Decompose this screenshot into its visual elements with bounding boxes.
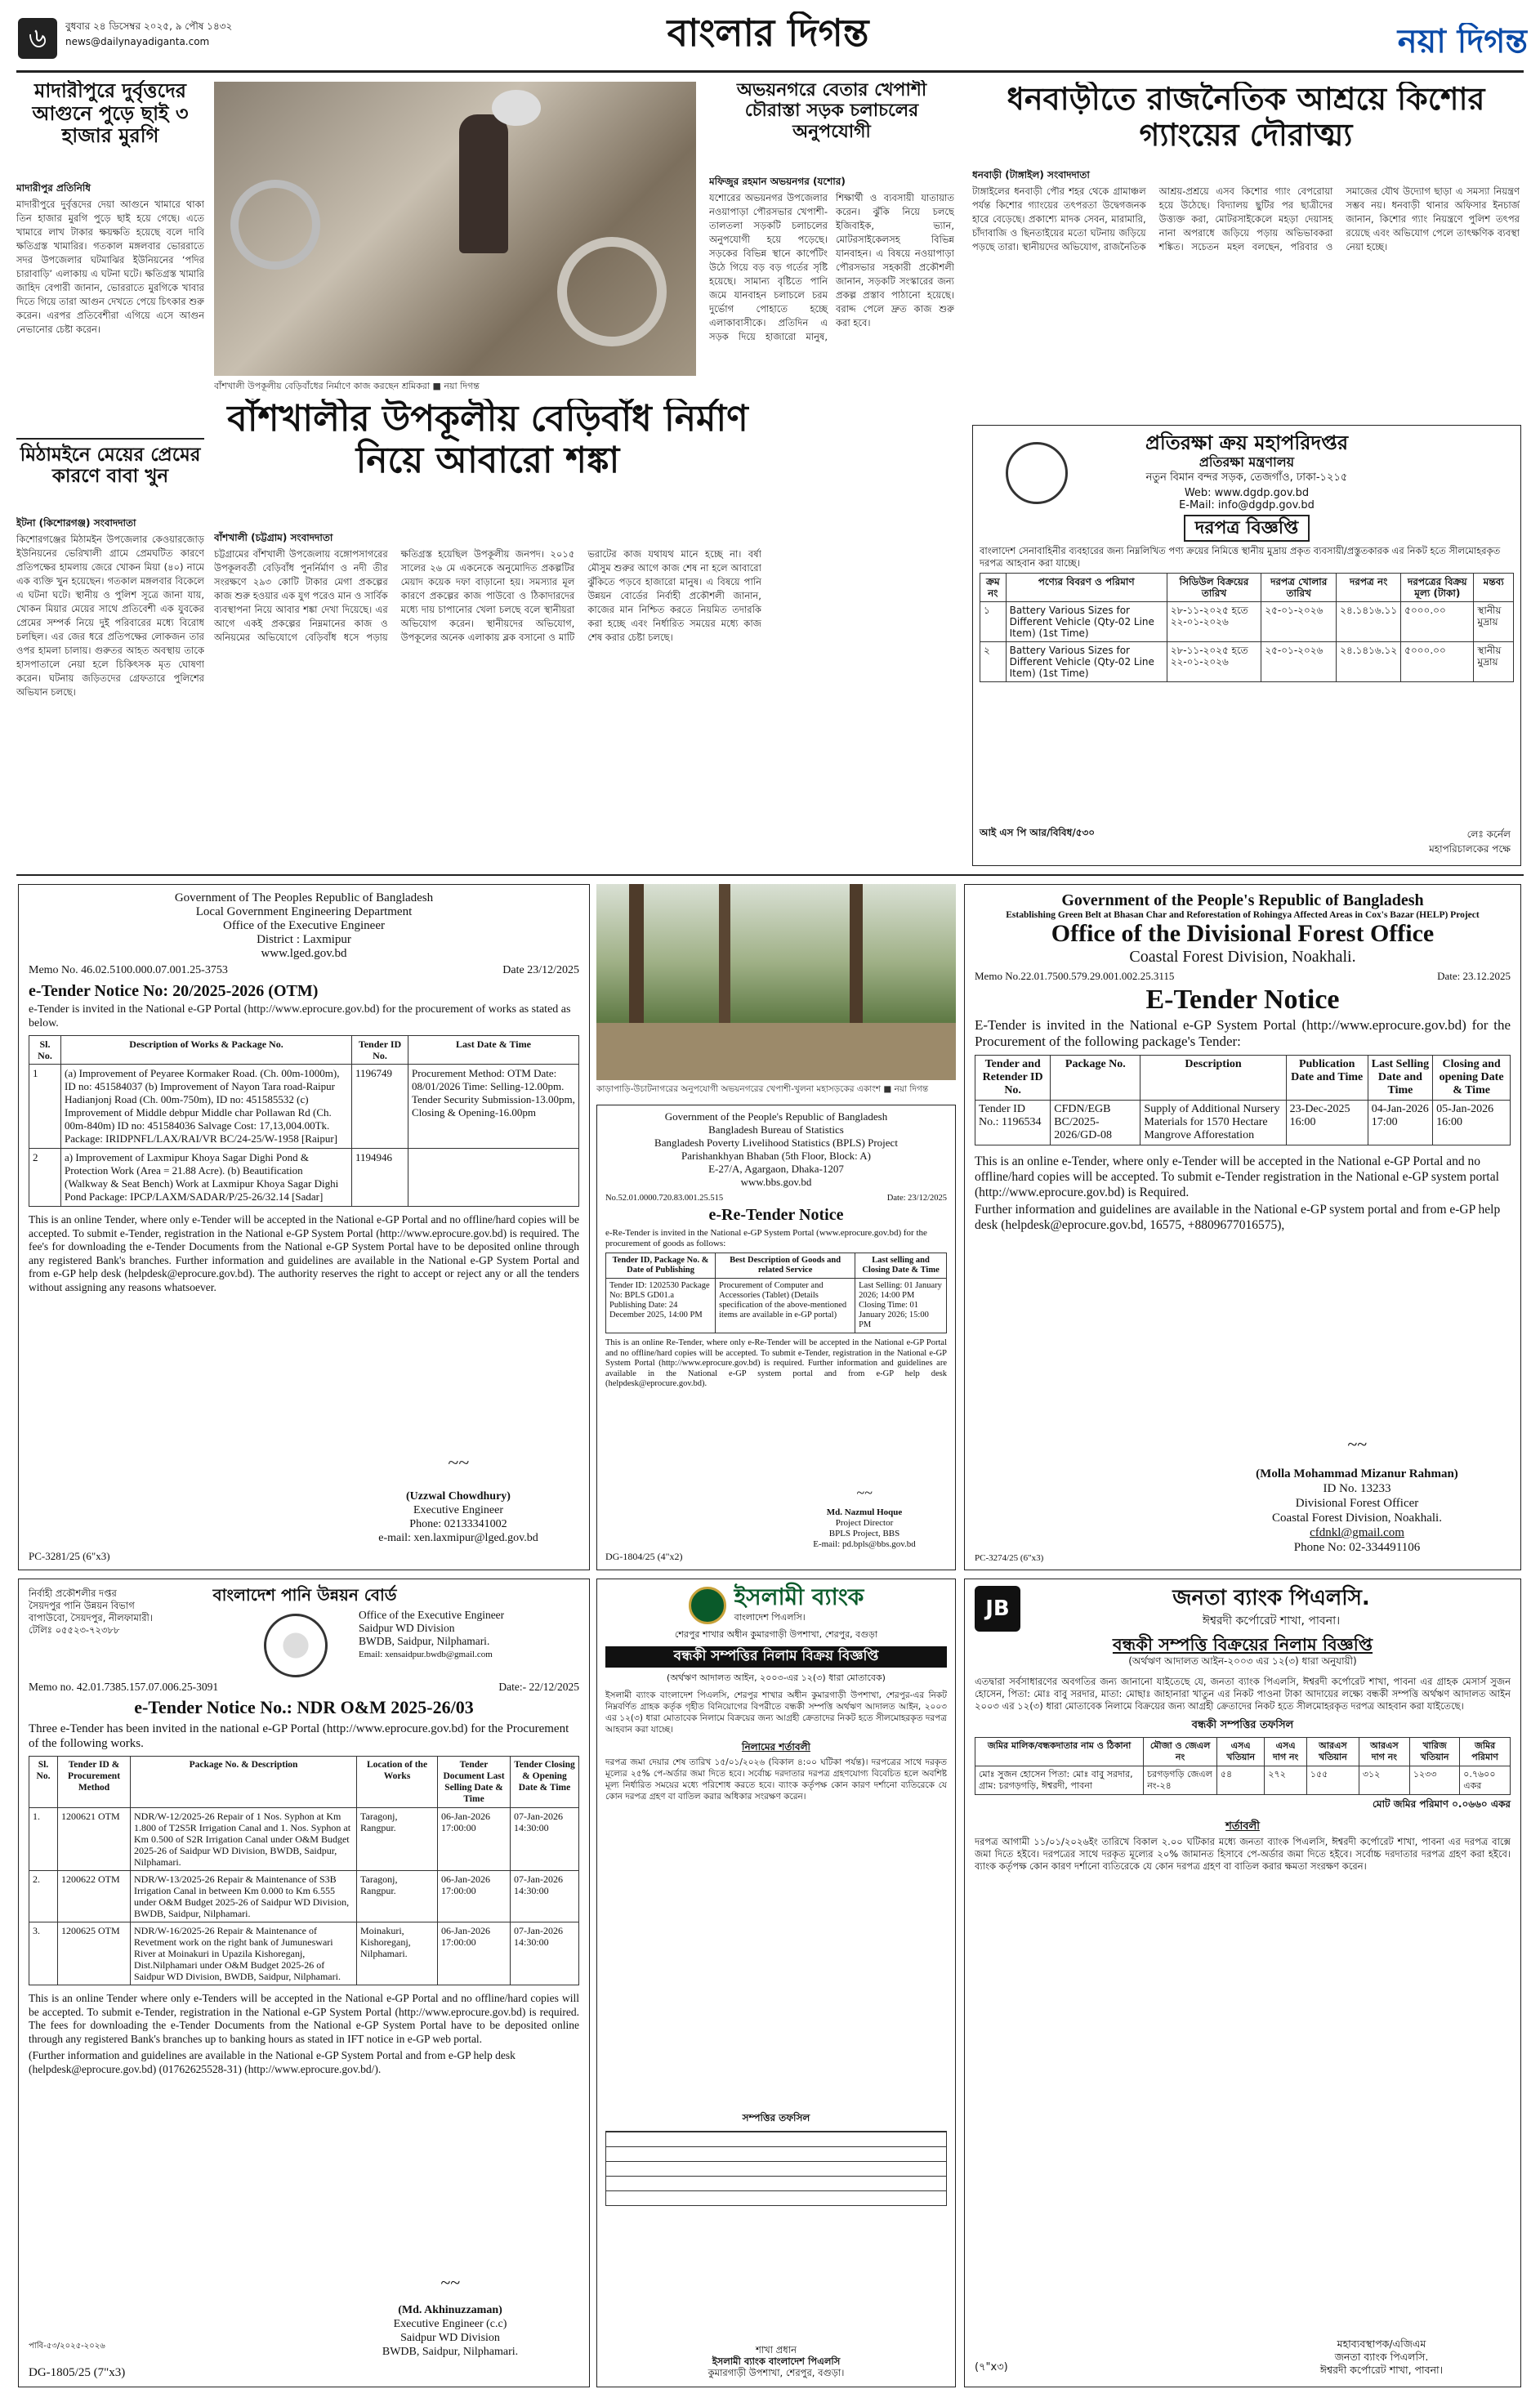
signer: Md. Nazmul Hoque xyxy=(826,1507,903,1517)
signer-designation: Executive Engineer xyxy=(413,1504,503,1516)
table-header: Last Date & Time xyxy=(408,1036,579,1065)
table-cell: ২৮-১১-২০২৫ হতে ২২-০১-২০২৬ xyxy=(1167,602,1261,642)
signature-mark: ~~ xyxy=(448,1453,469,1474)
ad-district: District : Laxmipur xyxy=(257,933,351,946)
table-header: আরএস দাগ নং xyxy=(1359,1738,1409,1766)
schedule-title: বন্ধকী সম্পত্তির তফসিল xyxy=(1191,1719,1294,1732)
story-headline: অভয়নগরে বেতার খেপাশী চৌরাস্তা সড়ক চলাচলের অনুপযোগী xyxy=(736,80,927,142)
section-title: বাংলার দিগন্ত xyxy=(667,11,869,55)
table-cell: Procurement of Computer and Accessories (Tablet) (Details specification of the above-mentioned items are available in e-GP portal) xyxy=(716,1279,855,1333)
ad-email[interactable]: Email: xensaidpur.bwdb@gmail.com xyxy=(359,1650,493,1659)
table-cell: Taragonj, Rangpur. xyxy=(357,1871,438,1922)
signature-mark: ~~ xyxy=(440,2272,460,2293)
bank-name: ইসলামী ব্যাংক xyxy=(734,1583,864,1610)
ad-notice-title: e-Re-Tender Notice xyxy=(708,1206,844,1224)
memo-number: No.52.01.0000.720.83.001.25.515 xyxy=(605,1194,724,1203)
signature-mark: ~~ xyxy=(1347,1434,1367,1454)
signer-bank: ইসলামী ব্যাংক বাংলাদেশ পিএলসি xyxy=(712,2356,841,2367)
table-header: মন্তব্য xyxy=(1474,574,1514,602)
table-cell: 1196749 xyxy=(352,1065,408,1149)
table-cell: ২৪.১৪১৬.১২ xyxy=(1337,642,1401,682)
table-cell: 07-Jan-2026 14:30:00 xyxy=(511,1808,579,1871)
story-photo xyxy=(596,884,956,1080)
table-header: Tender Document Last Selling Date & Time xyxy=(438,1757,511,1808)
ad-intro: E-Tender is invited in the National e-GP System Portal (http://www.eprocure.gov.bd) for the Procurement of the following package's Tender: xyxy=(975,1017,1511,1049)
table-cell: (a) Improvement of Peyaree Kormaker Road. (Ch. 00m-1000m), ID no: 451584037 (b) Improvement of Nayon Tara road-Raipur Hadianjonj Road (Ch. 00m-750m), ID no: 451585532 (c) Improvement of Middle debpur Middle char Pollawan Rd (Ch. 00m-840m) ID no: 451584036 Salvage Cost: 17,13,004.00Tk. Package: IRIDPNFL/LAX/RAI/VR BC/24-25/W-1958 [Raipur] xyxy=(61,1065,352,1149)
table-cell: Moinakuri, Kishoreganj, Nilphamari. xyxy=(357,1922,438,1985)
table-header: আরএস খতিয়ান xyxy=(1306,1738,1359,1766)
ad-board: বাংলাদেশ পানি উন্নয়ন বোর্ড xyxy=(212,1585,397,1605)
signer-office: Saidpur WD Division xyxy=(400,2332,500,2344)
story-byline: ইটনা (কিশোরগঞ্জ) সংবাদদাতা xyxy=(16,517,136,529)
table-cell: 1. xyxy=(29,1808,58,1871)
table-header: Package No. xyxy=(1051,1056,1140,1101)
memo-date: Date: 23/12/2025 xyxy=(886,1194,947,1203)
table-row xyxy=(29,1065,579,1149)
office-line: BWDB, Saidpur, Nilphamari. xyxy=(359,1635,490,1647)
signer-branch: ঈশ্বরদী কর্পোরেট শাখা, পাবনা। xyxy=(1319,2364,1444,2376)
story-body: যশোরের অভয়নগর উপজেলার নওয়াপাড়া পৌরসভার খেপাশী-তালতলা সড়কটি চলাচলের অনুপযোগী হয়ে পড়েছে। সড়কের বিভিন্ন স্থানে কার্পেটিং উঠে গিয়ে বড় বড় গর্তের সৃষ্টি হয়েছে। সামান্য বৃষ্টিতে পানি জমে যানবাহন চলাচলে চরম দুর্ভোগ পোহাতে হচ্ছে এলাকাবাসীকে। প্রতিদিন এ সড়ক দিয়ে হাজারো মানুষ, শিক্ষার্থী ও ব্যবসায়ী যাতায়াত করেন। ঝুঁকি নিয়ে চলছে ইজিবাইক, ভ্যান, মোটরসাইকেলসহ বিভিন্ন যানবাহন। এ বিষয়ে নওয়াপাড়া পৌরসভার সহকারী প্রকৌশলী জানান, সড়কটি সংস্কারের জন্য প্রকল্প প্রস্তাব পাঠানো হয়েছে। বরাদ্দ পেলে দ্রুত কাজ শুরু করা হবে। xyxy=(709,192,954,342)
table-cell: NDR/W-12/2025-26 Repair of 1 Nos. Syphon at Km 1.800 of T2S5R Irrigation Canal and 1. Nos. Syphon at Km 0.500 of S2R Irrigation Canal under O&M Budget 2025-26 of Saidpur WD Division, BWDB, Saidpur, Nilphamari. xyxy=(131,1808,357,1871)
table-cell: NDR/W-13/2025-26 Repair & Maintenance of S3B Irrigation Canal in between Km 0.000 to Km 6.555 under O&M Budget 2025-26 of Saidpur WD Division, BWDB, Saidpur, Nilphamari. xyxy=(131,1871,357,1922)
ad-forest xyxy=(964,884,1521,1570)
memo-number: Memo No.22.01.7500.579.29.001.002.25.3115 xyxy=(975,970,1175,982)
ad-ref: PC-3274/25 (6"x3) xyxy=(975,1553,1044,1563)
table-cell: ৫০০০.০০ xyxy=(1401,642,1474,682)
ad-web[interactable]: Web: www.dgdp.gov.bd xyxy=(1184,486,1310,499)
ad-office: Office of the Divisional Forest Office xyxy=(1051,920,1435,947)
signature-mark: ~~ xyxy=(856,1485,873,1501)
ad-lged xyxy=(18,884,590,1570)
ad-intro: e-Tender is invited in the National e-GP Portal (http://www.eprocure.gov.bd) for the procurement of works as stated as below. xyxy=(29,1003,571,1029)
total-land: মোট জমির পরিমাণ ০.০৬৬০ একর xyxy=(1373,1798,1511,1811)
bank-subtitle: বাংলাদেশ পিএলসি। xyxy=(734,1612,806,1623)
story-headline: মিঠামইনে মেয়ের প্রেমের কারণে বাবা খুন xyxy=(16,438,204,488)
story-body: কিশোরগঞ্জের মিঠামইন উপজেলার কেওয়ারজোড় ইউনিয়নের ভেরিখালী গ্রামে প্রেমঘটিত কারণে প্রতিপক্ষের হামলায় জেরে খোকন মিয়া (৪০) নামে এক ব্যক্তি খুন হয়েছেন। গতকাল মঙ্গলবার বিকেলে এ ঘটনা ঘটে। স্থানীয় ও পুলিশ সূত্রে জানা যায়, খোকন মিয়ার মেয়ের সাথে প্রতিবেশী এক যুবকের প্রেমের সম্পর্ক নিয়ে দুই পরিবারের মধ্যে বিরোধ চলছিল। এর জের ধরে প্রতিপক্ষের লোকজন তার ওপর হামলা চালায়। গুরুতর আহত অবস্থায় তাকে হাসপাতালে নেয়া হলে চিকিৎসক মৃত ঘোষণা করেন। ঘটনায় জড়িতদের গ্রেফতারে পুলিশের অভিযান চলছে। xyxy=(16,534,204,698)
ad-notice-title: বন্ধকী সম্পত্তির নিলাম বিক্রয় বিজ্ঞপ্তি xyxy=(605,1646,947,1668)
ad-project: Bangladesh Poverty Livelihood Statistics (BPLS) Project xyxy=(654,1136,898,1149)
ad-ref: DG-1804/25 (4"x2) xyxy=(605,1551,683,1562)
table-row xyxy=(29,1808,579,1871)
table-cell: ২৭২ xyxy=(1265,1766,1306,1795)
table-cell: 1200625 OTM xyxy=(58,1922,131,1985)
table-cell: ১ xyxy=(980,602,1007,642)
terms-title: নিলামের শর্তাবলী xyxy=(742,1740,810,1753)
masthead-logo: নয়া দিগন্ত xyxy=(1397,23,1528,60)
office-line: টেলিঃ ০৫৫২৩-৭২৩৮৮ xyxy=(29,1624,120,1636)
table-row xyxy=(29,1871,579,1922)
property-table xyxy=(975,1737,1511,1795)
table-cell: a) Improvement of Laxmipur Khoya Sagar Dighi Pond & Protection Work (Area = 21.88 Acre). (b) Beautification (Walkway & Seat Bench) Work at Laxmipur Khoya Sagar Dighi Pond Package: IPCP/LAXM/SADAR/P/25-26/32.14 [Sadar] xyxy=(61,1149,352,1207)
office-line: নির্বাহী প্রকৌশলীর দপ্তর xyxy=(29,1588,117,1599)
table-header: Closing and opening Date & Time xyxy=(1433,1056,1511,1101)
table-cell: Battery Various Sizes for Different Vehicle (Qty-02 Line Item) (1st Time) xyxy=(1006,602,1167,642)
ad-footer: This is an online Tender where only e-Tenders will be accepted in the National e-GP Portal and no offline/hard copies will be accepted. To submit e-Tender, registration in the National e-GP System Portal (http://www.eprocure.gov.bd) is required. The fees for downloading the e-Tender Documents from the National e-GP System Portal have to be deposited online through any registered Bank's branches up to banking hours as stated in IFT notice in e-GP web portal. xyxy=(29,1992,579,2045)
table-header: খারিজ খতিয়ান xyxy=(1409,1738,1459,1766)
ad-address: E-27/A, Agargaon, Dhaka-1207 xyxy=(708,1163,844,1175)
bwdb-logo-icon xyxy=(264,1614,328,1677)
ad-ref: DG-1805/25 (7"x3) xyxy=(29,2366,126,2379)
emblem-icon xyxy=(1006,442,1068,504)
table-cell xyxy=(408,1149,579,1207)
signer-phone: Phone: 02133341002 xyxy=(409,1518,507,1530)
table-cell: ০.৭৬০০ একর xyxy=(1460,1766,1511,1795)
table-header: Sl. No. xyxy=(29,1036,61,1065)
story-headline: মাদারীপুরে দুর্বৃত্তদের আগুনে পুড়ে ছাই ৩ হাজার মুরগি xyxy=(32,80,189,148)
table-cell: ২৫-০১-২০২৬ xyxy=(1261,642,1337,682)
signer: লেঃ কর্নেল xyxy=(1466,828,1511,840)
ad-intro: Three e-Tender has been invited in the national e-GP Portal (http://www.eprocure.gov.bd) for the Procurement of the following works. xyxy=(29,1722,569,1750)
table-cell: 2. xyxy=(29,1871,58,1922)
ad-bureau: Bangladesh Bureau of Statistics xyxy=(708,1123,844,1136)
ad-footer: Further information and guidelines are available in the National e-GP system portal and from e-GP help desk (helpdesk@eprocure.gov.bd, 16575, +8809677016575), xyxy=(975,1203,1501,1232)
table-cell: 1194946 xyxy=(352,1149,408,1207)
table-header: জমির মালিক/বন্ধকদাতার নাম ও ঠিকানা xyxy=(975,1738,1144,1766)
schedule-table-placeholder xyxy=(605,2131,947,2206)
story-body: মাদারীপুরে দুর্বৃত্তদের দেয়া আগুনে খামারে থাকা তিন হাজার মুরগি পুড়ে ছাই হয়ে গেছে। এতে খামারে লাখ টাকার ক্ষয়ক্ষতি হয়েছে বলে দাবি ক্ষতিগ্রস্ত খামারির। গতকাল মঙ্গলবার ভোররাতে সদর উপজেলার ঘটমাঝির ইউনিয়নের ‘পদির চারাবাড়ি’ এলাকায় এ ঘটনা ঘটে। ক্ষতিগ্রস্ত খামারি জাহিদ বেপারী জানান, ভোররাতে মুরগিকে খাবার দিতে গিয়ে তারা আগুন দেখতে পেয়ে চিৎকার শুরু করেন। এরপর প্রতিবেশীরা এগিয়ে এসে আগুন নেভানোর চেষ্টা করেন। xyxy=(16,199,204,335)
ad-ref: (৭"x৩) xyxy=(975,2361,1008,2373)
ad-intro: e-Re-Tender is invited in the National e-GP System Portal (www.eprocure.gov.bd) for the procurement of goods as follows: xyxy=(605,1228,927,1248)
table-cell: 1200622 OTM xyxy=(58,1871,131,1922)
signer: মহাব্যবস্থাপক/এজিএম xyxy=(1337,2338,1426,2350)
bank-logo-icon: JB xyxy=(975,1586,1020,1632)
signer-phone: Phone No: 02-334491106 xyxy=(1293,1541,1421,1554)
signer-office: মহাপরিচালকের পক্ষে xyxy=(1429,843,1511,855)
ad-web[interactable]: www.lged.gov.bd xyxy=(261,947,347,960)
ad-bwdb xyxy=(18,1579,590,2387)
ad-footer: (Further information and guidelines are available in the National e-GP System Portal and from e-GP help desk (helpdesk@eprocure.gov.bd) (01762625528-31) (http://www.eprocure.gov.bd/). xyxy=(29,2049,516,2075)
ad-office: Office of the Executive Engineer xyxy=(223,919,385,932)
ad-dept: Local Government Engineering Department xyxy=(195,905,413,918)
table-header: Package No. & Description xyxy=(131,1757,357,1808)
table-cell: 06-Jan-2026 17:00:00 xyxy=(438,1922,511,1985)
signer: (Md. Akhinuzzaman) xyxy=(398,2304,502,2316)
signer-branch: কুমারগাড়ী উপশাখা, শেরপুর, বগুড়া। xyxy=(708,2367,845,2378)
ad-notice-title: e-Tender Notice No: 20/2025-2026 (OTM) xyxy=(29,982,319,1000)
table-header: Tender ID & Procurement Method xyxy=(58,1757,131,1808)
table-header: Publication Date and Time xyxy=(1286,1056,1368,1101)
table-header: Location of the Works xyxy=(357,1757,438,1808)
ad-project: Establishing Green Belt at Bhasan Char and Reforestation of Rohingya Affected Areas in Cox's Bazar (HELP) Project xyxy=(1006,910,1480,920)
table-row xyxy=(29,1922,579,1985)
ad-gov: Government of The Peoples Republic of Bangladesh xyxy=(174,891,434,904)
story-headline: ধনবাড়ীতে রাজনৈতিক আশ্রয়ে কিশোর গ্যাংয়ের দৌরাত্ম্য xyxy=(1007,82,1485,153)
table-cell: 2 xyxy=(29,1149,61,1207)
table-header: এসএ দাগ নং xyxy=(1265,1738,1306,1766)
table-cell: 1200621 OTM xyxy=(58,1808,131,1871)
ad-notice-title: দরপত্র বিজ্ঞপ্তি xyxy=(1184,515,1310,542)
table-row xyxy=(975,1101,1511,1145)
ad-law: (অর্থঋণ আদালত আইন, ২০০৩-এর ১২(৩) ধারা মোতাবেক) xyxy=(667,1672,886,1683)
ad-ministry: প্রতিরক্ষা মন্ত্রণালয় xyxy=(1199,453,1295,470)
table-header: দরপত্র নং xyxy=(1337,574,1401,602)
table-header: Best Description of Goods and related Service xyxy=(716,1253,855,1279)
table-cell: 06-Jan-2026 17:00:00 xyxy=(438,1871,511,1922)
signer-bank: জনতা ব্যাংক পিএলসি. xyxy=(1334,2351,1429,2363)
office-line: Saidpur WD Division xyxy=(359,1622,455,1634)
memo-date: Date:- 22/12/2025 xyxy=(498,1681,579,1693)
memo-date: Date 23/12/2025 xyxy=(502,964,579,976)
table-header: পণ্যের বিবরণ ও পরিমাণ xyxy=(1006,574,1167,602)
signer: (Molla Mohammad Mizanur Rahman) xyxy=(1256,1467,1458,1480)
table-header: দরপত্রের বিক্রয় মূল্য (টাকা) xyxy=(1401,574,1474,602)
tender-table xyxy=(605,1253,947,1333)
table-cell: CFDN/EGB BC/2025-2026/GD-08 xyxy=(1051,1101,1140,1145)
signer-id: ID No. 13233 xyxy=(1323,1482,1391,1495)
office-line: Office of the Executive Engineer xyxy=(359,1609,505,1621)
signer-designation: Divisional Forest Officer xyxy=(1295,1497,1419,1510)
ad-dgdp xyxy=(972,425,1521,866)
ad-footer: This is an online Re-Tender, where only e-Re-Tender will be accepted in the National e-GP Portal and no offline/hard copies will be accepted. To submit e-Tender, registration in the National e-GP System Portal (http://www.eprocure.gov.bd) is required. Further information and guidelines are available in the National e-GP system portal and from e-GP help desk (helpdesk@eprocure.gov.bd). xyxy=(605,1338,947,1388)
table-cell: Tender ID: 1202530 Package No: BPLS GD01.a Publishing Date: 24 December 2025, 14:00 PM xyxy=(606,1279,716,1333)
table-cell: স্থানীয় মুদ্রায় xyxy=(1474,602,1514,642)
table-cell: Taragonj, Rangpur. xyxy=(357,1808,438,1871)
table-header: এসএ খতিয়ান xyxy=(1216,1738,1264,1766)
lead-headline: বাঁশখালীর উপকূলীয় বেড়িবাঁধ নির্মাণ নিয়ে আবারো শঙ্কা xyxy=(227,399,748,481)
signer-office: BPLS Project, BBS xyxy=(828,1529,900,1538)
story-byline: মাদারীপুর প্রতিনিধি xyxy=(16,182,92,194)
date-line: বুধবার ২৪ ডিসেম্বর ২০২৫, ৯ পৌষ ১৪৩২ xyxy=(65,20,233,32)
signer-designation: Executive Engineer (c.c) xyxy=(393,2318,507,2330)
table-cell: Procurement Method: OTM Date: 08/01/2026 Time: Selling-12.00pm. Tender Security Submission-13.00pm, Closing & Opening-16.00pm xyxy=(408,1065,579,1149)
story-byline: ধনবাড়ী (টাঙ্গাইল) সংবাদদাতা xyxy=(972,169,1090,181)
ad-footer: This is an online e-Tender, where only e-Tender will be accepted in the National e-GP Portal and no offline/hard copies will be accepted. To submit e-Tender registration in the National e-GP system portal (http://www.eprocure.gov.bd) is Required. xyxy=(975,1154,1499,1199)
ad-islami-bank xyxy=(596,1579,956,2387)
ad-notice-title: e-Tender Notice No.: NDR O&M 2025-26/03 xyxy=(134,1697,474,1717)
table-cell: 3. xyxy=(29,1922,58,1985)
table-header: Tender ID No. xyxy=(352,1036,408,1065)
signer-email[interactable]: cfdnkl@gmail.com xyxy=(1310,1526,1404,1539)
ad-bbs xyxy=(596,1105,956,1570)
ad-intro: এতদ্বারা সর্বসাধারণের অবগতির জন্য জানানো যাইতেছে যে, জনতা ব্যাংক পিএলসি, ঈশ্বরদী কর্পোরেট শাখা, পাবনা এর গ্রাহক মেসার্স সুজন হোসেন, পিতা: মোঃ বাবু সরদার, মাতা: মোছাঃ জাহানারা খাতুন এর নিকট পাওনা টাকা আদায়ের লক্ষ্যে বন্ধকী সম্পত্তি অর্থঋণ আদালত আইন ২০০৩ এর ১২(৩) ধারা মোতাবেক নিলামে বিক্রয়ের জন্য আগ্রহী ক্রেতাদের নিকট হতে সীলমোহরকৃত দরপত্র আহবান করা যাইতেছে। xyxy=(975,1676,1511,1713)
terms-body: দরপত্র আগামী ১১/০১/২০২৬ইং তারিখে বিকাল ২.০০ ঘটিকার মধ্যে জনতা ব্যাংক পিএলসি, ঈশ্বরদী কর্পোরেট শাখা, পাবনা এর দরপত্র বাক্সে জমা দিতে হইবে। দরপত্রের সাথে দরকৃত মূল্যের ২০% জামানত হিসাবে পে-অর্ডার জমা দিতে হইবে। সর্বোচ্চ দরদাতার দরপত্র গ্রহণ করা হইবে। ব্যাংক কর্তৃপক্ষ কোন কারণ দর্শানো ব্যতিরেকে যে কোন দরপত্র গ্রহণ বা বাতিল করার ক্ষমতা সংরক্ষণ করেন। xyxy=(975,1836,1511,1873)
table-cell: Battery Various Sizes for Different Vehicle (Qty-02 Line Item) (1st Time) xyxy=(1006,642,1167,682)
ad-ref: PC-3281/25 (6"x3) xyxy=(29,1550,110,1562)
table-cell: ২ xyxy=(980,642,1007,682)
table-cell: ৫০০০.০০ xyxy=(1401,602,1474,642)
ad-gov: Government of the People's Republic of Bangladesh xyxy=(664,1110,888,1123)
table-cell: 04-Jan-2026 17:00 xyxy=(1368,1101,1432,1145)
table-header: সিডিউল বিক্রয়ের তারিখ xyxy=(1167,574,1261,602)
table-cell: 1 xyxy=(29,1065,61,1149)
table-header: Last Selling Date and Time xyxy=(1368,1056,1432,1101)
table-cell: ১২৩৩ xyxy=(1409,1766,1459,1795)
tender-table xyxy=(980,573,1514,682)
office-line: সৈয়দপুর পানি উন্নয়ন বিভাগ xyxy=(29,1600,135,1611)
table-row xyxy=(606,1279,947,1333)
tender-table xyxy=(29,1756,579,1985)
terms-title: শর্তাবলী xyxy=(1225,1820,1260,1833)
bank-logo-icon xyxy=(689,1587,726,1624)
table-cell: ৫৪ xyxy=(1216,1766,1264,1795)
table-row xyxy=(975,1766,1511,1795)
tender-table xyxy=(29,1035,579,1207)
table-header: মৌজা ও জেএল নং xyxy=(1144,1738,1217,1766)
table-cell: Tender ID No.: 1196534 xyxy=(975,1101,1051,1145)
table-header: ক্রম নং xyxy=(980,574,1007,602)
table-row xyxy=(29,1149,579,1207)
branch-line: শেরপুর শাখার অধীন কুমারগাড়ী উপশাখা, শেরপুর, বগুড়া xyxy=(674,1629,878,1641)
ad-janata-bank xyxy=(964,1579,1521,2387)
lead-photo xyxy=(214,82,696,376)
table-cell: Supply of Additional Nursery Materials for 1570 Hectare Mangrove Afforestation xyxy=(1140,1101,1286,1145)
table-header: Tender ID, Package No. & Date of Publishing xyxy=(606,1253,716,1279)
ad-notice-title: বন্ধকী সম্পত্তি বিক্রয়ের নিলাম বিজ্ঞপ্তি xyxy=(1112,1635,1373,1654)
memo-number: Memo No. 46.02.5100.000.07.001.25-3753 xyxy=(29,964,228,976)
story-body: চট্টগ্রামের বাঁশখালী উপজেলায় বঙ্গোপসাগরের উপকূলবর্তী বেড়িবাঁধ পুনর্নির্মাণ ও নদী তীর সংরক্ষণে ২৯৩ কোটি টাকার মেগা প্রকল্পের কাজ শুরু হওয়ার এক যুগ পরেও মান ও সার্বিক ব্যবস্থাপনা নিয়ে আবার শঙ্কা দেখা দিয়েছে। এর আগে একই প্রকল্পের নিম্নমানের কাজ ও অনিয়মের অভিযোগে বেড়িবাঁধ ধসে পড়ায় ক্ষতিগ্রস্ত হয়েছিল উপকূলীয় জনপদ। ২০১৫ সালের ২৬ মে একনেকে অনুমোদিত প্রকল্পটির মেয়াদ কয়েক দফা বাড়ানো হয়। সমস্যার মূল কারণে প্রকল্পের কাজ পাউবো ও ঠিকাদারদের মধ্যে দায় চাপানোর খেলা চলছে বলে স্থানীয়রা অভিযোগ করেন। স্থানীয়দের অভিযোগ, উপকূলের অনেক এলাকায় ব্লক বসানো ও মাটি ভরাটের কাজ যথাযথ মানে হচ্ছে না। বর্ষা মৌসুম শুরুর আগে কাজ শেষ না হলে আবারো ঝুঁকিতে পড়বে হাজারো মানুষ। এ বিষয়ে পানি উন্নয়ন বোর্ডের নির্বাহী প্রকৌশলী জানান, কাজের মান নিশ্চিত করতে নিয়মিত তদারকি করা হচ্ছে এবং নির্ধারিত সময়ের মধ্যে কাজ শেষ করার চেষ্টা চলছে। xyxy=(214,548,761,643)
table-cell: ১৫৫ xyxy=(1306,1766,1359,1795)
ad-address: নতুন বিমান বন্দর সড়ক, তেজগাঁও, ঢাকা-১২১৫ xyxy=(1145,471,1348,484)
table-header: Sl. No. xyxy=(29,1757,58,1808)
table-cell: ৩১২ xyxy=(1359,1766,1409,1795)
ad-ref-small: পাবি-৫৩/২০২৫-২০২৬ xyxy=(29,2342,105,2351)
signer-email[interactable]: e-mail: xen.laxmipur@lged.gov.bd xyxy=(378,1532,538,1544)
table-cell: চরগড়গড়ি জেএল নং-২৪ xyxy=(1144,1766,1217,1795)
schedule-title: সম্পত্তির তফসিল xyxy=(742,2111,810,2123)
table-cell: ২৪.১৪১৬.১১ xyxy=(1337,602,1401,642)
header-rule xyxy=(16,70,1524,73)
table-cell: NDR/W-16/2025-26 Repair & Maintenance of Revetment work on the right bank of Jumuneswari River at Moinakuri in Upazila Kishoreganj, Dist.Nilphamari under O&M Budget 2025-26 of Saidpur WD Division, BWDB, Saidpur, Nilphamari. xyxy=(131,1922,357,1985)
table-header: জমির পরিমাণ xyxy=(1460,1738,1511,1766)
ad-email[interactable]: E-Mail: info@dgdp.gov.bd xyxy=(1179,498,1315,511)
ad-notice-title: E-Tender Notice xyxy=(1145,985,1340,1015)
ad-gov: Government of the People's Republic of Bangladesh xyxy=(1061,891,1424,909)
ad-intro: ইসলামী ব্যাংক বাংলাদেশ পিএলসি, শেরপুর শাখার অধীন কুমারগাড়ী উপশাখা, শেরপুর-এর নিকট নিম্নবর্ণিত গ্রাহক কর্তৃক গৃহীত বিনিয়োগের বিপরীতে বন্ধকী সম্পত্তি অর্থঋণ আদালত আইন, ২০০৩ এর ১২(৩) ধারা মোতাবেক নিলামে বিক্রয়ের জন্য আগ্রহী ক্রেতাদের নিকট হতে সীলমোহরকৃত দরপত্র আহবান করা যাচ্ছে। xyxy=(605,1690,947,1735)
ad-ref: আই এস পি আর/বিবিধ/৫৩০ xyxy=(980,827,1096,838)
table-cell: মোঃ সুজন হোসেন পিতা: মোঃ বাবু সরদার, গ্রাম: চরগড়গড়ি, ঈশ্বরদী, পাবনা xyxy=(975,1766,1144,1795)
table-cell: স্থানীয় মুদ্রায় xyxy=(1474,642,1514,682)
section-divider xyxy=(16,874,1524,876)
table-header: Last selling and Closing Date & Time xyxy=(855,1253,947,1279)
table-header: Description xyxy=(1140,1056,1286,1101)
table-cell: 07-Jan-2026 14:30:00 xyxy=(511,1922,579,1985)
page-number-badge: ৬ xyxy=(18,18,57,59)
table-cell: 06-Jan-2026 17:00:00 xyxy=(438,1808,511,1871)
ad-intro: বাংলাদেশ সেনাবাহিনীর ব্যবহারের জন্য নিম্নলিখিত পণ্য ক্রয়ের নিমিত্তে স্থানীয় মুদ্রায় প্রকৃত ব্যবসায়ী/প্রস্তুতকারক এর নিকট হতে সীলমোহরকৃত দরপত্র আহবান করা যাচ্ছে। xyxy=(980,545,1501,569)
table-header: Tender and Retender ID No. xyxy=(975,1056,1051,1101)
table-header: দরপত্র খোলার তারিখ xyxy=(1261,574,1337,602)
table-header: Description of Works & Package No. xyxy=(61,1036,352,1065)
table-row xyxy=(980,602,1514,642)
tender-table xyxy=(975,1055,1511,1145)
signer-email[interactable]: E-mail: pd.bpls@bbs.gov.bd xyxy=(813,1539,916,1549)
photo-caption: কাড়াপাড়ি-উচাটনাগরের অনুপযোগী অভয়নগরের খেপাশী-খুলনা মহাসড়কের একাংশ ■ নয়া দিগন্ত xyxy=(596,1084,929,1094)
table-cell: 05-Jan-2026 16:00 xyxy=(1433,1101,1511,1145)
branch-name: ঈশ্বরদী কর্পোরেট শাখা, পাবনা। xyxy=(1202,1614,1341,1628)
ad-address: Parishankhyan Bhaban (5th Floor, Block: A) xyxy=(681,1150,871,1162)
ad-division: Coastal Forest Division, Noakhali. xyxy=(1129,948,1356,966)
table-cell: 07-Jan-2026 14:30:00 xyxy=(511,1871,579,1922)
signer-office: BWDB, Saidpur, Nilphamari. xyxy=(382,2346,519,2358)
bank-name: জনতা ব্যাংক পিএলসি. xyxy=(1172,1586,1370,1611)
signer: শাখা প্রধান xyxy=(756,2344,797,2356)
signer-office: Coastal Forest Division, Noakhali. xyxy=(1272,1512,1442,1525)
story-byline: মফিজুর রহমান অভয়নগর (যশোর) xyxy=(709,176,846,187)
memo-number: Memo no. 42.01.7385.157.07.006.25-3091 xyxy=(29,1681,219,1693)
photo-caption: বাঁশখালী উপকূলীয় বেড়িবাঁধের নির্মাণে কাজ করছেন শ্রমিকরা ■ নয়া দিগন্ত xyxy=(214,381,480,391)
story-body: টাঙ্গাইলের ধনবাড়ী পৌর শহর থেকে গ্রামাঞ্চল পর্যন্ত কিশোর গ্যাংয়ের তৎপরতা উদ্বেগজনক হারে বেড়েছে। প্রকাশ্যে মাদক সেবন, মারামারি, চাঁদাবাজি ও ছিনতাইয়ের মতো ঘটনায় জড়িয়ে পড়ছে তারা। স্থানীয়দের অভিযোগ, রাজনৈতিক আশ্রয়-প্রশ্রয়ে এসব কিশোর গ্যাং বেপরোয়া হয়ে উঠেছে। বিদ্যালয় ছুটির পর ছাত্রীদের উত্ত্যক্ত করা, মোটরসাইকেলে মহড়া দেয়াসহ নানা অপরাধে জড়িয়ে পড়ায় অভিভাবকরা শঙ্কিত। সচেতন মহল বলছেন, পরিবার ও সমাজের যৌথ উদ্যোগ ছাড়া এ সমস্যা নিয়ন্ত্রণ সম্ভব নয়। ধনবাড়ী থানার অফিসার ইনচার্জ জানান, কিশোর গ্যাং নিয়ন্ত্রণে পুলিশ তৎপর রয়েছে এবং অভিযোগ পেলে তাৎক্ষণিক ব্যবস্থা নেয়া হচ্ছে। xyxy=(972,185,1520,252)
signer: (Uzzwal Chowdhury) xyxy=(406,1490,511,1503)
table-cell: Last Selling: 01 January 2026; 14:00 PM Closing Time: 01 January 2026; 15:00 PM xyxy=(855,1279,947,1333)
table-cell: ২৫-০১-২০২৬ xyxy=(1261,602,1337,642)
terms-body: দরপত্র জমা দেয়ার শেষ তারিখ ১৫/০১/২০২৬ (বিকাল ৪:০০ ঘটিকা পর্যন্ত)। দরপত্রের সাথে দরকৃত মূল্যের ২৫% পে-অর্ডার জমা দিতে হবে। সর্বোচ্চ দরদাতার দরপত্র গ্রহণযোগ্য বিবেচিত হলে অবশিষ্ট মূল্য নির্ধারিত সময়ের মধ্যে পরিশোধ করতে হবে। ব্যাংক কর্তৃপক্ষ কোন কারণ দর্শানো ব্যতিরেকে যে কোন দরপত্র গ্রহণ বা বাতিল করার অধিকার সংরক্ষণ করেন। xyxy=(605,1757,947,1802)
office-line: বাপাউবো, সৈয়দপুর, নীলফামারী। xyxy=(29,1612,153,1623)
table-header: Tender Closing & Opening Date & Time xyxy=(511,1757,579,1808)
ad-web[interactable]: www.bbs.gov.bd xyxy=(740,1176,812,1188)
table-cell: ২৮-১১-২০২৫ হতে ২২-০১-২০২৬ xyxy=(1167,642,1261,682)
memo-date: Date: 23.12.2025 xyxy=(1437,970,1511,982)
story-byline: বাঁশখালী (চট্টগ্রাম) সংবাদদাতা xyxy=(214,532,333,543)
ad-title: প্রতিরক্ষা ক্রয় মহাপরিদপ্তর xyxy=(1145,431,1349,454)
table-cell: 23-Dec-2025 16:00 xyxy=(1286,1101,1368,1145)
ad-law: (অর্থঋণ আদালত আইন-২০০৩ এর ১২(৩) ধারা অনুযায়ী) xyxy=(1128,1655,1357,1668)
ad-footer: This is an online Tender, where only e-Tender will be accepted in the National e-GP Portal and no offline/hard copies will be accepted. To submit e-Tender, registration in the National e-GP System Portal (http://www.eprocure.gov.bd) is required. The fee's for downloading the e-Tender Documents from the National e-GP System Portal have to be deposited online through any registered Bank's branches. Further information and guidelines are available in the National e-GP System Portal and from e-GP help desk (helpdesk@eprocure.gov.bd). The authority reserves the right to accept or reject any or all the tenders without assigning any reasons whatsoever. xyxy=(29,1213,579,1293)
table-row xyxy=(980,642,1514,682)
website-link[interactable]: news@dailynayadiganta.com xyxy=(65,36,210,47)
signer-designation: Project Director xyxy=(835,1518,894,1528)
